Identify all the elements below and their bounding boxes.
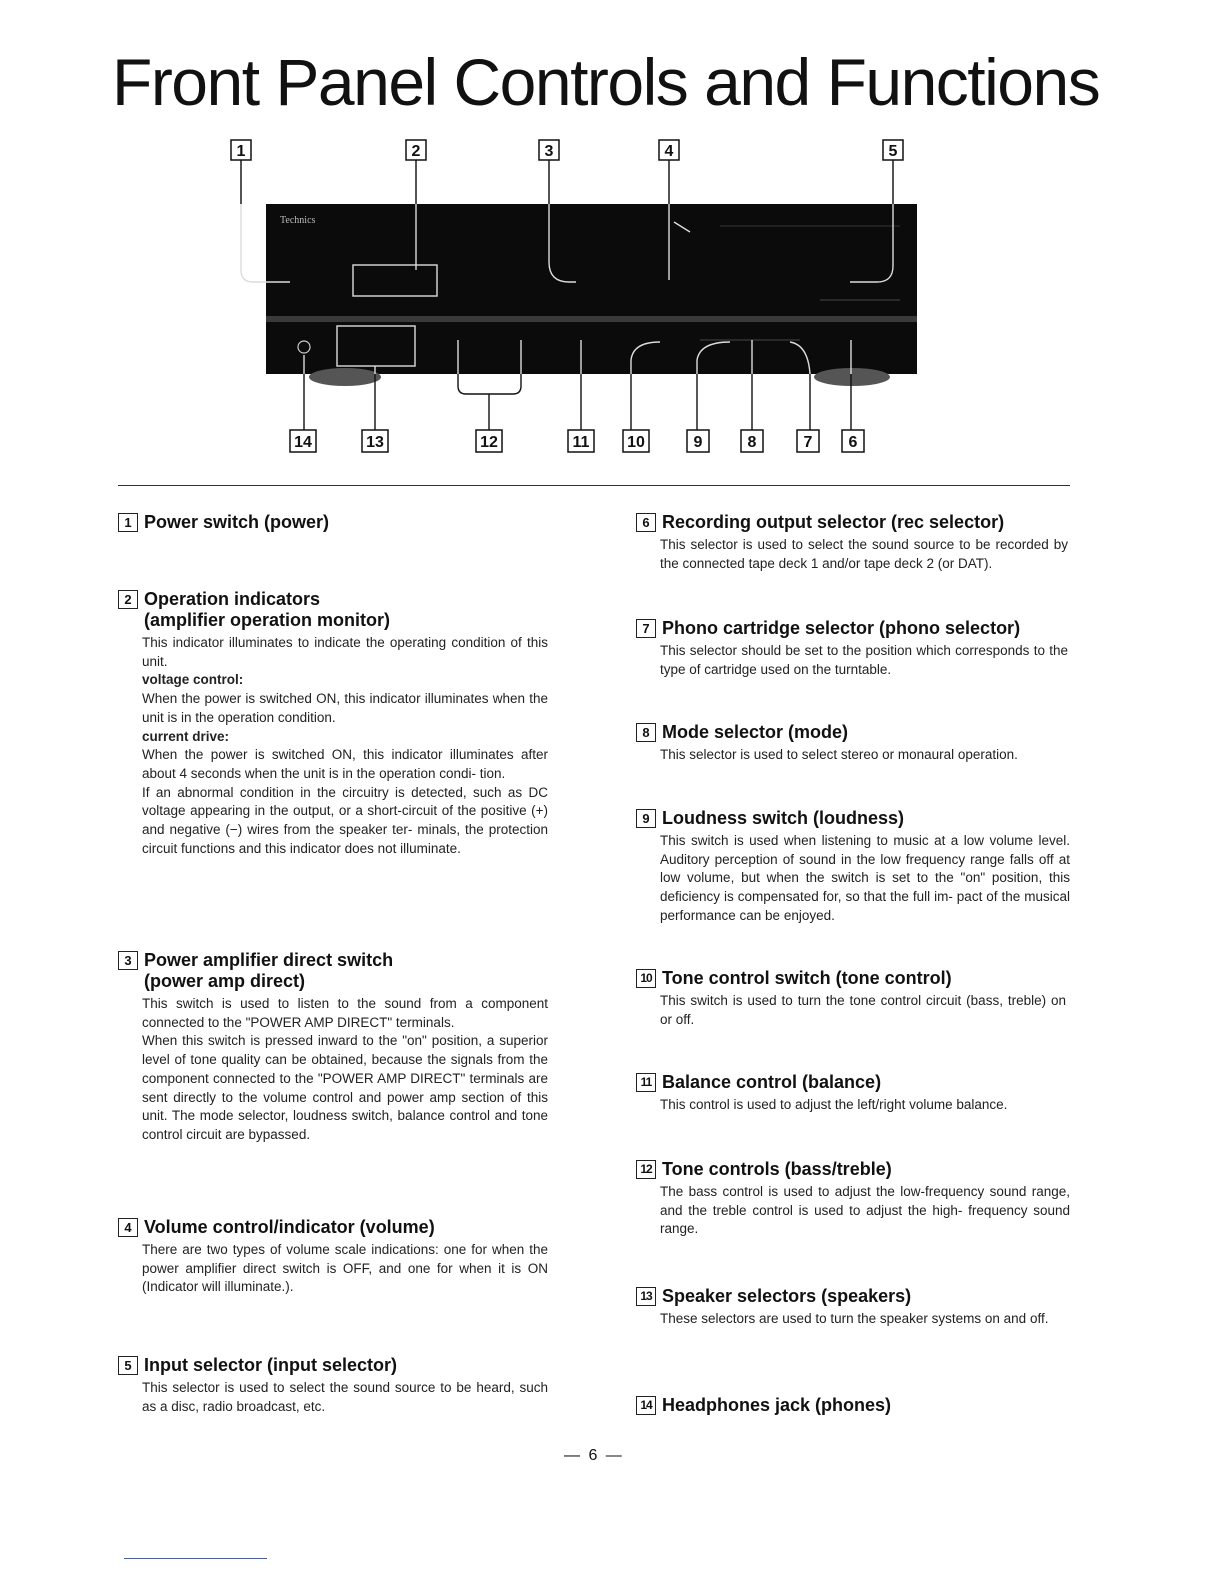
callout-7	[797, 430, 819, 452]
paragraph: The bass control is used to adjust the low-frequency sound range, and the treble control is used to adjust the high- frequency sound range.	[660, 1184, 1070, 1237]
item-number: 14	[636, 1396, 656, 1415]
paragraph: There are two types of volume scale indications: one for when the power amplifier direct switch is OFF, and one for when it is ON (Indicator will illuminate.).	[142, 1242, 548, 1295]
section-divider	[118, 485, 1070, 486]
page-number: — 6 —	[564, 1447, 624, 1464]
item-number: 5	[118, 1356, 138, 1375]
item-number: 9	[636, 809, 656, 828]
paragraph: This selector is used to select the sound source to be recorded by the connected tape deck 1 and/or tape deck 2 (or DAT).	[660, 537, 1068, 571]
item-operation-indicators	[118, 589, 558, 858]
callout-10	[623, 430, 649, 452]
svg-text:10: 10	[627, 434, 645, 451]
svg-text:12: 12	[480, 434, 498, 451]
right-knob-base	[814, 368, 890, 386]
svg-text:8: 8	[747, 434, 757, 451]
item-title: Volume control/indicator (volume)	[144, 1217, 435, 1237]
item-number: 10	[636, 969, 656, 988]
item-title: Input selector (input selector)	[144, 1355, 398, 1375]
paragraph: This control is used to adjust the left/right volume balance.	[660, 1097, 1008, 1112]
item-title: Power switch (power)	[144, 512, 330, 532]
callout-13	[362, 430, 388, 452]
callout-1	[231, 140, 251, 160]
paragraph: This switch is used to turn the tone control circuit (bass, treble) on or off.	[660, 993, 1066, 1027]
item-title: Headphones jack (phones)	[662, 1395, 892, 1415]
svg-text:14: 14	[294, 434, 312, 451]
item-rec-selector	[636, 512, 1076, 573]
item-phono-selector	[636, 618, 1076, 679]
item-loudness-switch	[636, 808, 1076, 926]
svg-text:2: 2	[411, 143, 421, 160]
item-title: Power amplifier direct switch	[144, 950, 394, 970]
svg-text:9: 9	[693, 434, 703, 451]
item-volume-control	[118, 1217, 558, 1297]
svg-text:6: 6	[848, 434, 858, 451]
brand-logo: Technics	[280, 215, 316, 226]
left-knob-base	[309, 368, 381, 386]
paragraph: This indicator illuminates to indicate the operating condition of this unit.	[142, 635, 548, 669]
item-number: 11	[636, 1073, 656, 1092]
callout-12	[476, 430, 502, 452]
item-title: Operation indicators	[144, 589, 321, 609]
svg-text:1: 1	[236, 143, 246, 160]
paragraph: This switch is used to listen to the sound from a component connected to the "POWER AMP DIRECT" terminals.	[142, 996, 548, 1030]
paragraph: If an abnormal condition in the circuitry is detected, such as DC voltage appearing in the output, or a short-circuit of the positive (+) and negative (−) wires from the speaker ter- minals, the protection circuit functions and this indicator does not illuminate.	[142, 784, 548, 856]
callout-8	[741, 430, 763, 452]
item-title: Balance control (balance)	[662, 1072, 882, 1092]
callout-6	[842, 430, 864, 452]
svg-text:3: 3	[544, 143, 554, 160]
item-power-amp-direct	[118, 950, 558, 1145]
item-speaker-selectors	[636, 1286, 1076, 1329]
callout-5	[883, 140, 903, 160]
paragraph: This selector is used to select stereo or monaural operation.	[660, 747, 1018, 762]
item-title: Recording output selector (rec selector)	[662, 512, 1005, 532]
page-title: Front Panel Controls and Functions	[112, 45, 1100, 119]
item-title: Mode selector (mode)	[662, 722, 849, 742]
item-title: Tone control switch (tone control)	[662, 968, 952, 988]
callout-9	[687, 430, 709, 452]
item-mode-selector	[636, 722, 1076, 765]
item-tone-controls	[636, 1159, 1076, 1239]
item-subtitle: (power amp direct)	[144, 971, 306, 991]
item-power-switch	[118, 512, 558, 533]
item-number: 6	[636, 513, 656, 532]
item-number: 12	[636, 1160, 656, 1179]
item-number: 13	[636, 1287, 656, 1306]
item-number: 8	[636, 723, 656, 742]
item-title: Phono cartridge selector (phono selector)	[662, 618, 1021, 638]
svg-text:11: 11	[572, 434, 590, 451]
callout-2	[406, 140, 426, 160]
item-title: Tone controls (bass/treble)	[662, 1159, 892, 1179]
item-input-selector	[118, 1355, 558, 1416]
item-tone-control-switch	[636, 968, 1076, 1029]
callout-3	[539, 140, 559, 160]
item-subtitle: (amplifier operation monitor)	[144, 610, 391, 630]
callout-14	[290, 430, 316, 452]
item-number: 4	[118, 1218, 138, 1237]
paragraph: This selector is used to select the sound source to be heard, such as a disc, radio broadcast, etc.	[142, 1380, 548, 1414]
callout-4	[659, 140, 679, 160]
svg-text:4: 4	[664, 143, 674, 160]
item-headphones-jack	[636, 1395, 1076, 1416]
paragraph: This selector should be set to the position which corresponds to the type of cartridge used on the turntable.	[660, 643, 1068, 677]
item-number: 2	[118, 590, 138, 609]
paragraph: These selectors are used to turn the speaker systems on and off.	[660, 1311, 1049, 1326]
paragraph-label: voltage control:	[142, 672, 244, 688]
item-balance-control	[636, 1072, 1076, 1115]
bottom-rule	[124, 1558, 267, 1559]
front-panel-diagram	[0, 0, 1224, 480]
item-title: Speaker selectors (speakers)	[662, 1286, 912, 1306]
callout-11	[568, 430, 594, 452]
paragraph-label: current drive:	[142, 728, 230, 744]
item-number: 7	[636, 619, 656, 638]
paragraph: When this switch is pressed inward to the "on" position, a superior level of tone quality can be obtained, because the signals from the component connected to the "POWER AMP DIRECT" terminals are sent directly to the volume control and power amp section of this unit. The mode selector, loudness switch, balance control and tone control circuit are bypassed.	[142, 1033, 548, 1142]
item-number: 3	[118, 951, 138, 970]
paragraph: This switch is used when listening to music at a low volume level. Auditory perception of sound in the low frequency range falls off at low volume, but when the switch is set to the "on" position, this deficiency is compensated for, so that the full im- pact of the musical performance can be enjoyed.	[660, 833, 1070, 923]
svg-text:5: 5	[888, 143, 898, 160]
paragraph: When the power is switched ON, this indicator illuminates after about 4 seconds when the unit is in the operation condi- tion.	[142, 747, 548, 781]
amplifier-upper-panel	[266, 204, 917, 316]
item-title: Loudness switch (loudness)	[662, 808, 905, 828]
svg-text:7: 7	[803, 434, 813, 451]
svg-text:13: 13	[366, 434, 384, 451]
item-number: 1	[118, 513, 138, 532]
paragraph: When the power is switched ON, this indicator illuminates when the unit is in the operation condition.	[142, 691, 548, 725]
